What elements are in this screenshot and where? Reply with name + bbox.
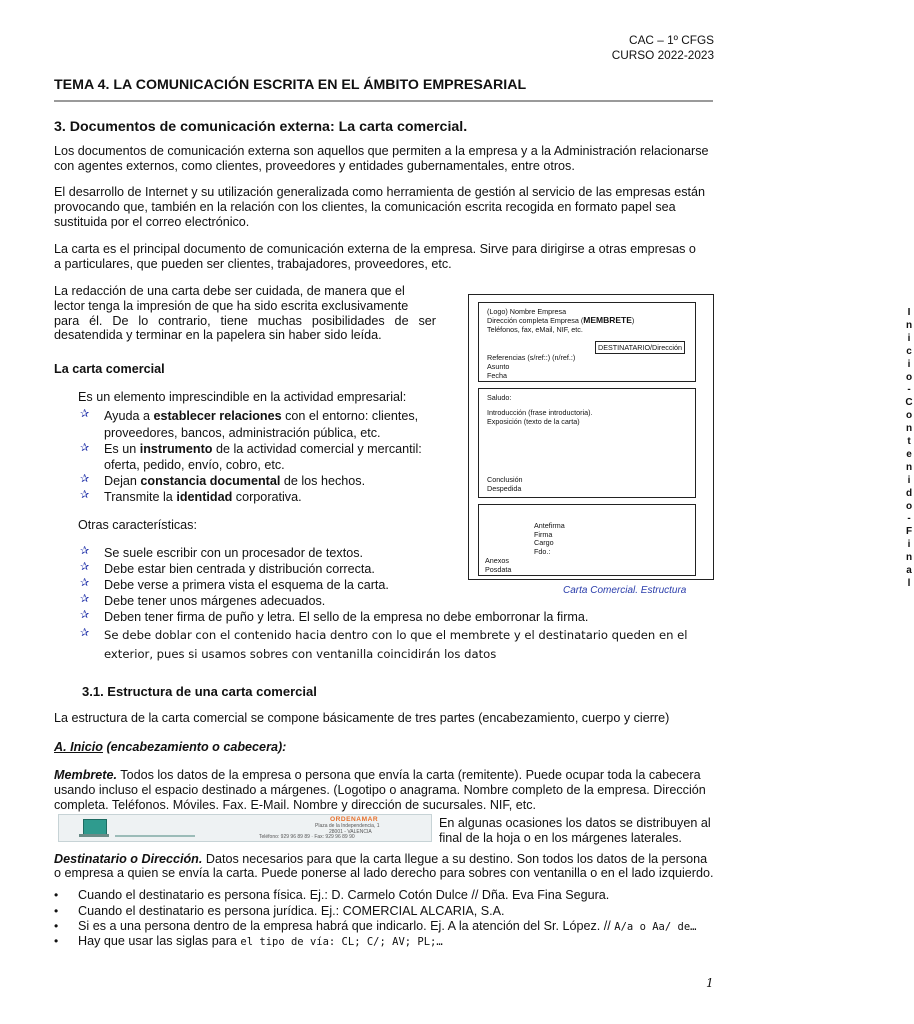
course-year: CURSO 2022-2023 <box>611 48 714 62</box>
paragraph-line: completa. Teléfonos. Móviles. Fax. E-Mail. Nombre y dirección de sucursales. NIF, etc. <box>54 798 537 812</box>
list-item: Deben tener firma de puño y letra. El sello de la empresa no debe emborronar la firma. <box>104 610 589 624</box>
paragraph-line: La redacción de una carta debe ser cuidada, de manera que el <box>54 284 405 298</box>
list-item: Debe verse a primera vista el esquema de la carta. <box>104 578 389 592</box>
star-bullet-icon: ✰ <box>80 545 90 557</box>
paragraph-line: En algunas ocasiones los datos se distribuyen al <box>439 816 711 830</box>
star-bullet-icon: ✰ <box>80 561 90 573</box>
paragraph-line: Destinatario o Dirección. Datos necesarios para que la carta llegue a su destino. Son todos los datos de la persona <box>54 852 708 866</box>
paragraph-line: provocando que, también en la relación con los clientes, la comunicación escrita recogida en formato papel sea <box>54 200 676 214</box>
bullet-dot-icon: • <box>54 934 59 948</box>
list-item: Debe estar bien centrada y distribución correcta. <box>104 562 375 576</box>
paragraph-line: Membrete. Todos los datos de la empresa o persona que envía la carta (remitente). Puede ocupar toda la cabecera <box>54 768 701 782</box>
star-bullet-icon: ✰ <box>80 627 90 639</box>
star-bullet-icon: ✰ <box>80 489 90 501</box>
diagram-caption: Carta Comercial. Estructura <box>563 585 687 596</box>
bullet-dot-icon: • <box>54 904 59 918</box>
paragraph-line: o empresa a quien se envía la carta. Puede ponerse al lado derecho para sobres con ventanilla o en el lado izquierdo. <box>54 866 714 880</box>
course-code: CAC – 1º CFGS <box>629 33 714 47</box>
subsection-heading: 3.1. Estructura de una carta comercial <box>82 684 317 699</box>
star-bullet-icon: ✰ <box>80 442 90 454</box>
paragraph-line: desatendida y terminar en la papelera sin haber sido leída. <box>54 328 382 342</box>
list-item: Se debe doblar con el contenido hacia dentro con lo que el membrete y el destinatario queden en el <box>104 628 688 642</box>
company-city: 28001 - VALENCIA <box>329 829 372 835</box>
bullet-dot-icon: • <box>54 919 59 933</box>
list-item: Transmite la identidad corporativa. <box>104 490 302 504</box>
paragraph-line: final de la hoja o en los márgenes laterales. <box>439 831 682 845</box>
paragraph-line: a particulares, que pueden ser clientes, trabajadores, proveedores, etc. <box>54 257 452 271</box>
diagram-body-box: Saludo: Introducción (frase introductoria). Exposición (texto de la carta) Conclusión Despedida <box>478 388 696 498</box>
part-heading: A. Inicio (encabezamiento o cabecera): <box>54 740 287 754</box>
star-bullet-icon: ✰ <box>80 593 90 605</box>
list-item: Dejan constancia documental de los hechos. <box>104 474 366 488</box>
diagram-header-box: (Logo) Nombre Empresa Dirección completa Empresa (MEMBRETE) Teléfonos, fax, eMail, NIF, etc. DESTINATARIO/Dirección Referencias (s/ref::) (n/ref.:) Asunto Fecha <box>478 302 696 382</box>
letterhead-sample <box>58 814 432 842</box>
paragraph-line: La carta es el principal documento de comunicación externa de la empresa. Sirve para dirigirse a otras empresas o <box>54 242 696 256</box>
keyboard-icon <box>79 834 109 837</box>
page-number: 1 <box>706 976 714 990</box>
list-item: Ayuda a establecer relaciones con el entorno: clientes, <box>104 409 419 423</box>
star-bullet-icon: ✰ <box>80 408 90 420</box>
list-item: Cuando el destinatario es persona física. Ej.: D. Carmelo Cotón Dulce // Dña. Eva Fina Segura. <box>78 888 610 902</box>
list-item-cont: oferta, pedido, envío, cobro, etc. <box>104 458 285 472</box>
page-title: TEMA 4. LA COMUNICACIÓN ESCRITA EN EL ÁMBITO EMPRESARIAL <box>54 77 527 93</box>
list-item: Se suele escribir con un procesador de textos. <box>104 546 364 560</box>
star-bullet-icon: ✰ <box>80 609 90 621</box>
paragraph-line: usando incluso el espacio destinado a márgenes. (Logotipo o anagrama. Nombre completo de la empresa. Dirección <box>54 783 706 797</box>
carta-intro: Es un elemento imprescindible en la actividad empresarial: <box>78 390 407 404</box>
monitor-icon <box>83 819 107 835</box>
title-divider <box>54 100 713 102</box>
company-address: Plaza de la Independencia, 1 <box>315 823 380 829</box>
bullet-dot-icon: • <box>54 888 59 902</box>
paragraph-line: Los documentos de comunicación externa son aquellos que permiten a la empresa y a la Administración relacionarse <box>54 144 709 158</box>
paragraph-line: para él. De lo contrario, tiene muchas posibilidades de ser <box>54 314 436 328</box>
star-bullet-icon: ✰ <box>80 577 90 589</box>
star-bullet-icon: ✰ <box>80 473 90 485</box>
paragraph-line: lector tenga la impresión de que ha sido escrita exclusivamente <box>54 299 409 313</box>
list-item: Cuando el destinatario es persona jurídica. Ej.: COMERCIAL ALCARIA, S.A. <box>78 904 505 918</box>
list-item: Debe tener unos márgenes adecuados. <box>104 594 326 608</box>
list-item-cont: exterior, pues si usamos sobres con ventanilla coincidirán los datos <box>104 647 497 661</box>
list-item: Hay que usar las siglas para el tipo de vía: CL; C/; AV; PL;… <box>78 934 443 948</box>
diagram-closing-box: Antefirma Firma Cargo Fdo.: Anexos Posdata <box>478 504 696 576</box>
paragraph-line: La estructura de la carta comercial se compone básicamente de tres partes (encabezamiento, cuerpo y cierre) <box>54 711 670 725</box>
paragraph-line: sustituida por el correo electrónico. <box>54 215 250 229</box>
destinatario-box: DESTINATARIO/Dirección <box>595 341 685 354</box>
list-item: Es un instrumento de la actividad comercial y mercantil: <box>104 442 422 456</box>
otras-heading: Otras características: <box>78 518 197 532</box>
company-name: ORDENAMAR <box>330 816 379 823</box>
paragraph-line: El desarrollo de Internet y su utilización generalizada como herramienta de gestión al servicio de las empresas están <box>54 185 706 199</box>
list-item-cont: proveedores, bancos, administración pública, etc. <box>104 426 381 440</box>
carta-heading: La carta comercial <box>54 362 165 376</box>
paragraph-line: con agentes externos, como clientes, proveedores y entidades gubernamentales, entre otros. <box>54 159 575 173</box>
divider-line <box>115 835 195 837</box>
section-heading: 3. Documentos de comunicación externa: La carta comercial. <box>54 119 468 135</box>
company-phone: Teléfono: 929 96 89 89 · Fax: 929 96 89 90 <box>259 834 355 840</box>
list-item: Si es a una persona dentro de la empresa habrá que indicarlo. Ej. A la atención del Sr. López. // A/a o Aa/ de… <box>78 919 697 933</box>
